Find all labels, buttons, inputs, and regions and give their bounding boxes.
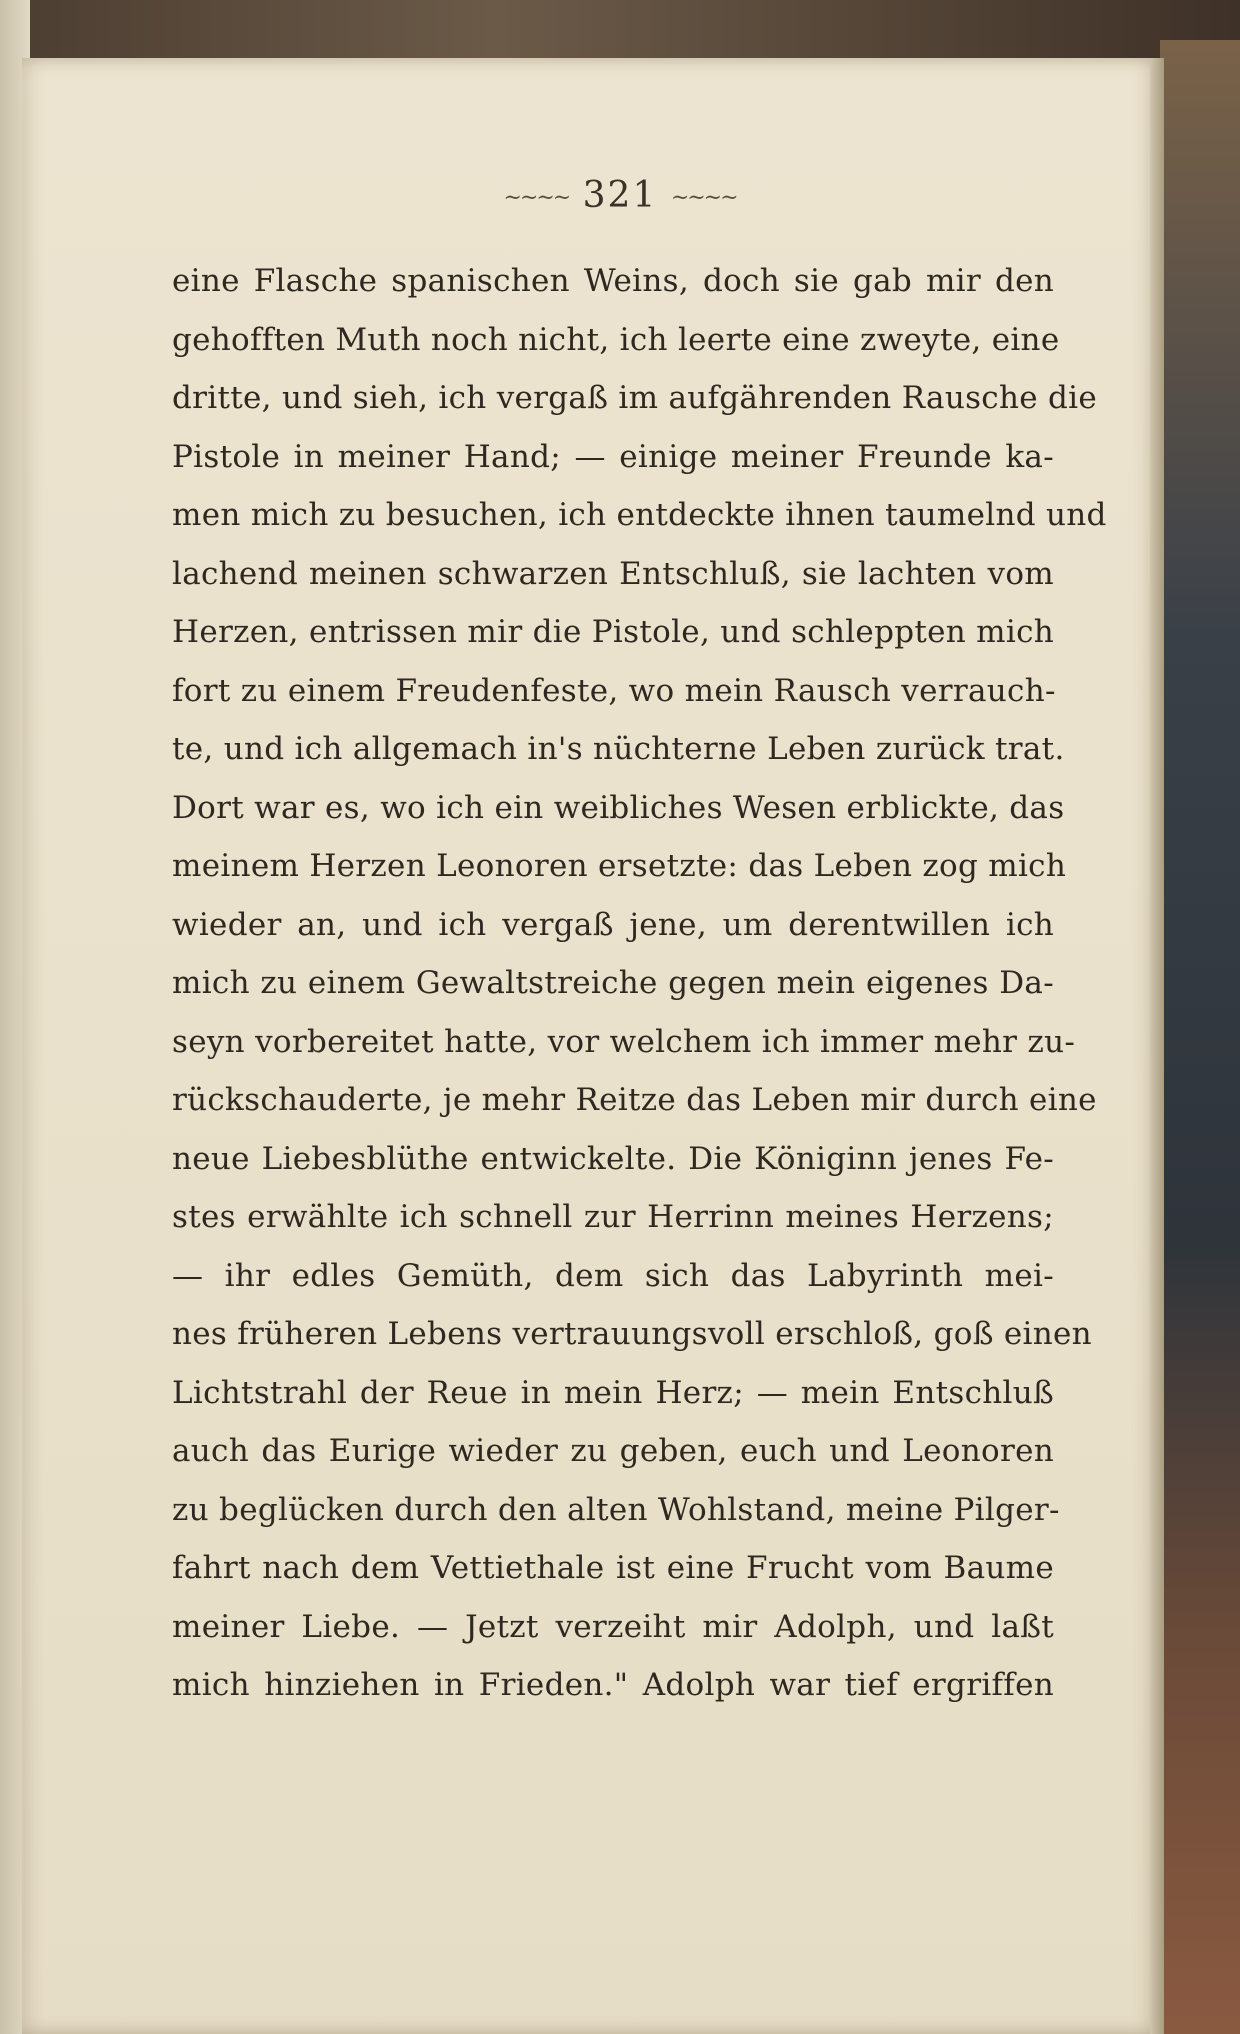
text-line: auch das Eurige wieder zu geben, euch und Leonoren <box>172 1433 1054 1469</box>
text-line: te, und ich allgemach in's nüchterne Leben zurück trat. <box>172 731 1065 767</box>
text-line: mich hinziehen in Frieden." Adolph war tief ergriffen <box>172 1667 1054 1703</box>
text-line: fahrt nach dem Vettiethale ist eine Frucht vom Baume <box>172 1550 1054 1586</box>
text-line: Pistole in meiner Hand; — einige meiner Freunde ka- <box>172 438 1054 475</box>
text-line: rückschauderte, je mehr Reitze das Leben mir durch eine <box>172 1082 1097 1118</box>
text-line: neue Liebesblüthe entwickelte. Die Königinn jenes Fe- <box>172 1140 1054 1177</box>
text-line: dritte, und sieh, ich vergaß im aufgährenden Rausche die <box>172 380 1098 416</box>
text-line: nes früheren Lebens vertrauungsvoll erschloß, goß einen <box>172 1316 1092 1352</box>
text-line: stes erwählte ich schnell zur Herrinn meines Herzens; <box>172 1199 1054 1235</box>
text-line: meinem Herzen Leonoren ersetzte: das Leben zog mich <box>172 848 1067 884</box>
book-cover-edge <box>1160 40 1240 2034</box>
text-line: Herzen, entrissen mir die Pistole, und schleppten mich <box>172 614 1055 650</box>
page-number: 321 <box>582 175 658 216</box>
text-line: meiner Liebe. — Jetzt verzeiht mir Adolph, und laßt <box>172 1608 1054 1645</box>
text-line: — ihr edles Gemüth, dem sich das Labyrinth mei- <box>172 1257 1054 1294</box>
page-header <box>0 175 1240 216</box>
body-text <box>172 252 1107 1715</box>
text-line: mich zu einem Gewaltstreiche gegen mein eigenes Da- <box>172 965 1054 1001</box>
text-line: Dort war es, wo ich ein weibliches Wesen erblickte, das <box>172 789 1065 826</box>
text-line: eine Flasche spanischen Weins, doch sie gab mir den <box>172 263 1054 299</box>
text-line: men mich zu besuchen, ich entdeckte ihnen taumelnd und <box>172 497 1107 533</box>
right-page-edge <box>1150 58 1164 2034</box>
ornament-right: ~~~~ <box>670 185 737 211</box>
text-line: wieder an, und ich vergaß jene, um derentwillen ich <box>172 906 1054 943</box>
text-line: gehofften Muth noch nicht, ich leerte eine zweyte, eine <box>172 321 1060 358</box>
text-line: zu beglücken durch den alten Wohlstand, meine Pilger- <box>172 1491 1060 1528</box>
text-line: fort zu einem Freudenfeste, wo mein Rausch verrauch- <box>172 672 1056 709</box>
text-line: seyn vorbereitet hatte, vor welchem ich immer mehr zu- <box>172 1023 1076 1060</box>
ornament-left: ~~~~ <box>503 185 570 211</box>
text-line: Lichtstrahl der Reue in mein Herz; — mein Entschluß <box>172 1374 1054 1411</box>
text-line: lachend meinen schwarzen Entschluß, sie lachten vom <box>172 555 1054 592</box>
